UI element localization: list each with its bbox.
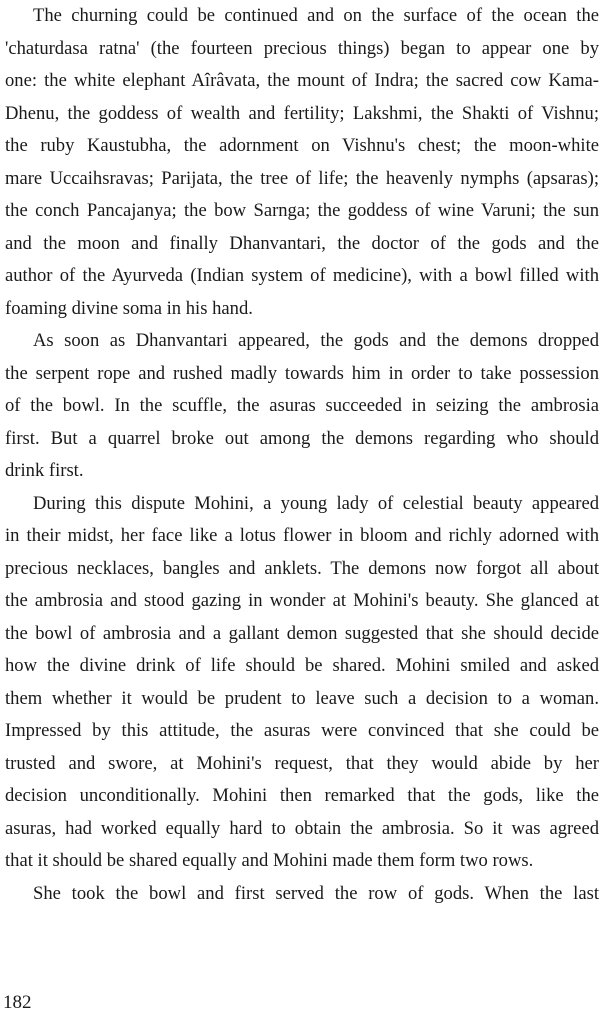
text-line: Dhenu, the goddess of wealth and fertility; Lakshmi, the Shakti of Vishnu; — [5, 102, 599, 124]
text-line: the ambrosia and stood gazing in wonder at Mohini's beauty. She glanced at — [5, 590, 599, 611]
body-text — [5, 0, 599, 910]
text-line: author of the Ayurveda (Indian system of medicine), with a bowl filled with — [5, 265, 599, 286]
text-line: drink first. — [5, 460, 84, 481]
text-line: one: the white elephant Aîrâvata, the mount of Indra; the sacred cow Kama- — [5, 70, 599, 91]
text-line: asuras, had worked equally hard to obtain the ambrosia. So it was agreed — [5, 817, 599, 839]
text-line: mare Uccaihsravas; Parijata, the tree of life; the heavenly nymphs (apsaras); — [5, 167, 599, 189]
text-line: foaming divine soma in his hand. — [5, 297, 253, 319]
text-line: them whether it would be prudent to leave such a decision to a woman. — [5, 687, 599, 709]
text-line: The churning could be continued and on the surface of the ocean the — [33, 5, 599, 26]
text-line: and the moon and finally Dhanvantari, the doctor of the gods and the — [5, 232, 599, 254]
text-line: She took the bowl and first served the row of gods. When the last — [33, 882, 599, 904]
text-line: Impressed by this attitude, the asuras were convinced that she could be — [5, 720, 599, 741]
text-line: the bowl of ambrosia and a gallant demon suggested that she should decide — [5, 622, 599, 644]
text-line: how the divine drink of life should be shared. Mohini smiled and asked — [5, 655, 599, 676]
text-line: precious necklaces, bangles and anklets. The demons now forgot all about — [5, 557, 599, 579]
page-number: 182 — [3, 992, 32, 1013]
text-line: During this dispute Mohini, a young lady of celestial beauty appeared — [33, 492, 599, 514]
text-line: that it should be shared equally and Mohini made them form two rows. — [5, 850, 534, 871]
text-line: the serpent rope and rushed madly towards him in order to take possession — [5, 362, 599, 384]
text-line: first. But a quarrel broke out among the demons regarding who should — [5, 427, 599, 449]
text-line: As soon as Dhanvantari appeared, the gods and the demons dropped — [33, 330, 599, 351]
text-line: 'chaturdasa ratna' (the fourteen precious things) began to appear one by — [5, 37, 599, 59]
text-line: decision unconditionally. Mohini then remarked that the gods, like the — [5, 785, 599, 806]
text-line: trusted and swore, at Mohini's request, that they would abide by her — [5, 752, 599, 774]
text-line: the ruby Kaustubha, the adornment on Vishnu's chest; the moon-white — [5, 135, 599, 156]
text-line: in their midst, her face like a lotus flower in bloom and richly adorned with — [5, 525, 599, 546]
text-line: of the bowl. In the scuffle, the asuras succeeded in seizing the ambrosia — [5, 395, 599, 416]
text-line: the conch Pancajanya; the bow Sarnga; the goddess of wine Varuni; the sun — [5, 200, 599, 221]
